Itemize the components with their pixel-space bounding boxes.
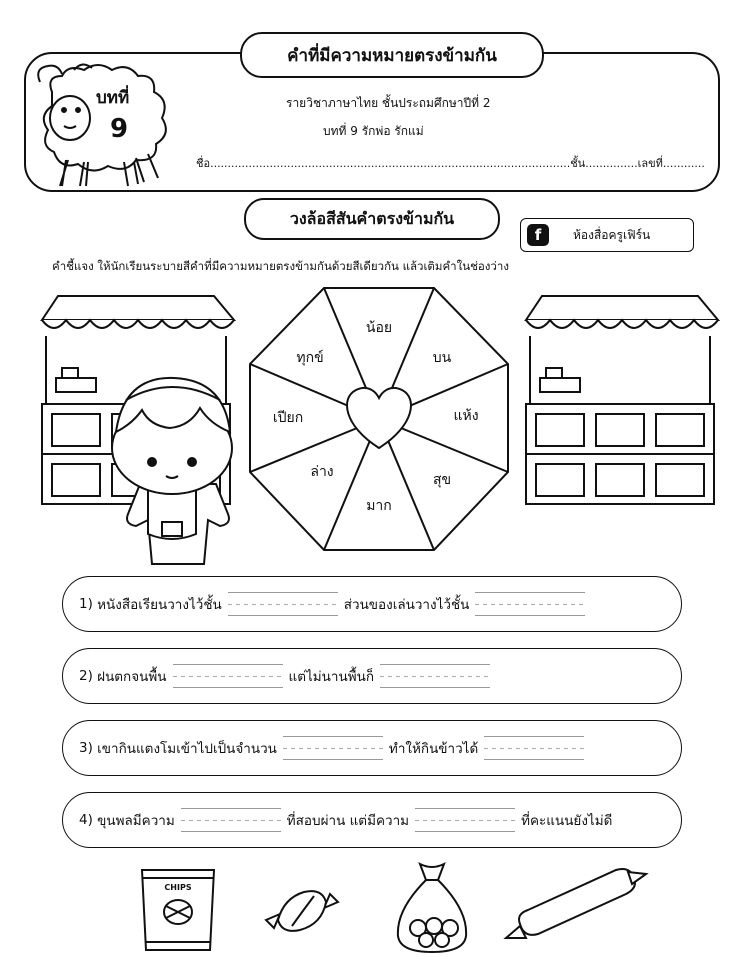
wheel-word[interactable]: ล่าง	[310, 464, 334, 480]
worksheet-title: คำที่มีความหมายตรงข้ามกัน	[240, 32, 544, 78]
boy-character	[104, 372, 244, 572]
answer-blank[interactable]	[173, 664, 283, 688]
wheel-word[interactable]: ทุกข์	[296, 350, 324, 366]
sentence-text: หนังสือเรียนวางไว้ชั้น	[97, 597, 222, 613]
sentence-text: ที่สอบผ่าน แต่มีความ	[286, 813, 410, 829]
answer-blank[interactable]	[181, 808, 281, 832]
lesson-number: 9	[110, 114, 129, 144]
wheel-word[interactable]: น้อย	[365, 320, 393, 336]
chips-label: CHIPS	[164, 883, 192, 892]
sentence-number: 3)	[79, 740, 93, 756]
facebook-badge[interactable]	[520, 218, 694, 252]
wheel-word[interactable]: มาก	[366, 498, 392, 514]
sentence-row-4	[62, 792, 682, 848]
sentence-number: 2)	[79, 668, 93, 684]
answer-blank[interactable]	[475, 592, 585, 616]
sentence-text: ฝนตกจนพื้น	[97, 669, 167, 685]
sentence-number: 1)	[79, 596, 93, 612]
sentence-text: ทำให้กินข้าวได้	[388, 741, 479, 757]
sentence-text: ที่คะแนนยังไม่ดี	[521, 813, 613, 829]
chips-bag-icon	[138, 866, 218, 956]
unit-line: บทที่ 9 รักพ่อ รักแม่	[323, 124, 424, 138]
sentence-number: 4)	[79, 812, 93, 828]
snack-bag-icon	[394, 860, 470, 956]
answer-blank[interactable]	[484, 736, 584, 760]
student-info-line[interactable]: ชื่อ.......................................................................................................ชั้น...............เลขที่............	[196, 157, 705, 170]
wheel-word[interactable]: แห้ง	[453, 408, 479, 424]
instruction-text: คำชี้แจง ให้นักเรียนระบายสีคำที่มีความหมายตรงข้ามกันด้วยสีเดียวกัน แล้วเติมคำในช่องว่าง	[52, 259, 509, 273]
subject-line: รายวิชาภาษาไทย ชั้นประถมศึกษาปีที่ 2	[286, 96, 491, 110]
wheel-word[interactable]: สุข	[432, 472, 452, 488]
sentence-row-2	[62, 648, 682, 704]
facebook-page-label: ห้องสื่อครูเฟิร์น	[573, 227, 651, 242]
lesson-label: บทที่	[96, 88, 130, 108]
answer-blank[interactable]	[415, 808, 515, 832]
wheel-word[interactable]: บน	[432, 350, 452, 366]
sentence-row-3	[62, 720, 682, 776]
sentence-text: ขุนพลมีความ	[97, 813, 175, 829]
sentence-text: ส่วนของเล่นวางไว้ชั้น	[343, 597, 470, 613]
answer-blank[interactable]	[228, 592, 338, 616]
word-wheel	[248, 286, 510, 552]
answer-blank[interactable]	[283, 736, 383, 760]
sentence-row-1	[62, 576, 682, 632]
answer-blank[interactable]	[380, 664, 490, 688]
activity-title: วงล้อสีสันคำตรงข้ามกัน	[244, 198, 500, 240]
sausage-snack-icon	[502, 864, 650, 950]
sentence-text: แต่ไม่นานพื้นก็	[288, 669, 375, 685]
facebook-icon: f	[527, 224, 549, 246]
sentence-text: เขากินแตงโมเข้าไปเป็นจำนวน	[97, 741, 277, 757]
candy-icon	[262, 876, 342, 946]
market-stall-right	[522, 292, 722, 512]
wheel-word[interactable]: เปียก	[272, 410, 304, 426]
